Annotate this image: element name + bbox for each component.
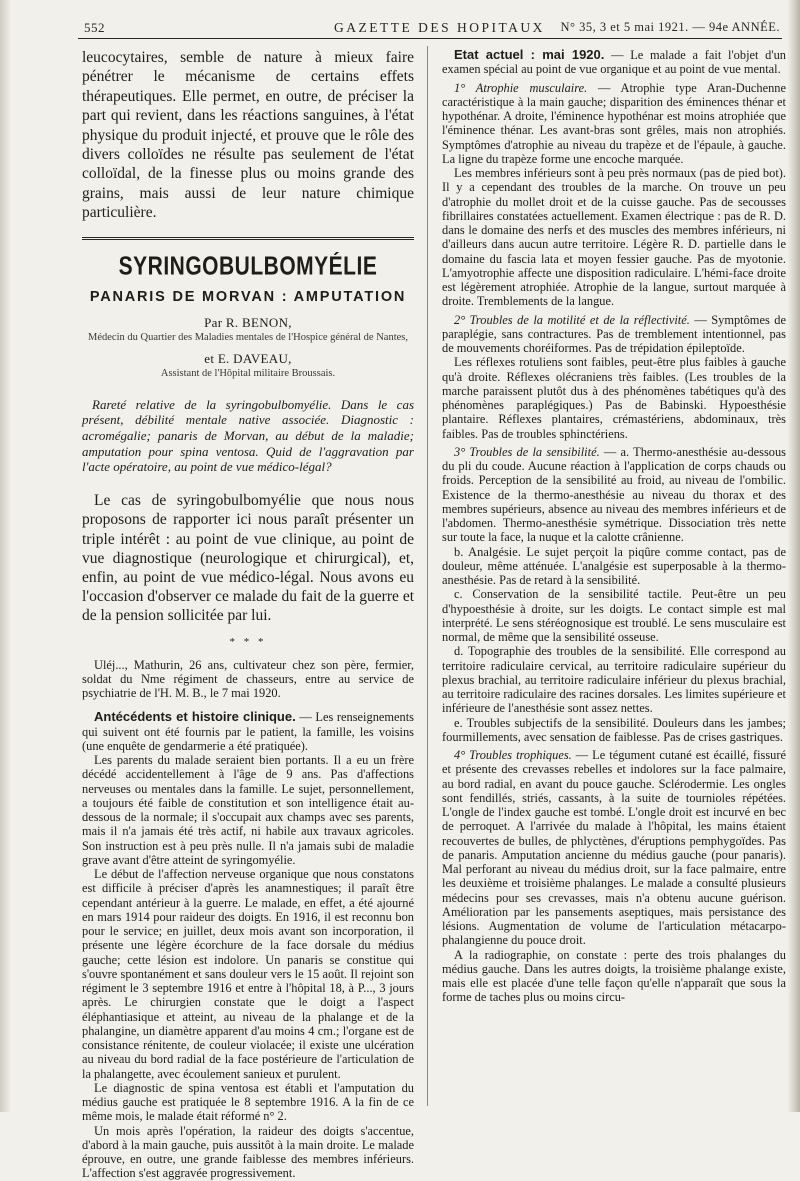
lower-limbs-paragraph: Les membres inférieurs sont à peu près normaux (pas de pied bot). Il y a cependant des troubles de la marche. On trouve un peu d'atrophie du mollet droit et de la cuisse gauche. Pas de secousses fibrillaires constatées actuellement. Examen électrique : pas de R. D. dans le domaine des nerfs et des muscles des membres inférieurs, ni d'ailleurs dans aucun autre territoire. Légère R. D. partielle dans le domaine du fascia lata et moyen fessier gauche. Pas de myotonie. L'amyotrophie affecte une disposition radiculaire. L'hémi-face droite est légèrement atrophiée. Atrophie de la langue, surtout marquée à droite. Tremblements de la langue.	[442, 166, 786, 309]
diagnostic-paragraph: Le diagnostic de spina ventosa est établi et l'amputation du médius gauche est pratiquée le 8 septembre 1916. A la fin de ce même mois, le malade était réformé n° 2.	[82, 1080, 414, 1124]
antecedents-paragraph	[82, 710, 414, 753]
subjective-paragraph: e. Troubles subjectifs de la sensibilité. Douleurs dans les jambes; fourmillements, avec sensation de faiblesse. Pas de crises gastriques.	[442, 715, 786, 744]
issue-line: N° 35, 3 et 5 mai 1921. — 94e ANNÉE.	[560, 20, 780, 34]
etat-paragraph	[442, 48, 786, 77]
debut-paragraph: Le début de l'affection nerveuse organique que nous constatons est difficile à préciser d'après les anamnestiques; il paraît être cependant antérieur à la guerre. Le malade, en effet, a été ajourné en mars 1914 pour raideur des doigts. En 1916, il est reconnu bon pour le service; en juillet, deux mois avant son incorporation, il présente une légère écorchure de la face dorsale du médius gauche; cette lésion est indolore. Un panaris se constitue qui s'ouvre spontanément et sans douleur vers le 15 août. Il rejoint son régiment le 3 septembre 1916 et entre à l'hôpital 18, à P..., 3 jours après. Le chirurgien constate que le doigt a l'aspect éléphantiasique et atteint, au niveau de la phalange et de la phalangine, un diamètre apparent d'au moins 4 cm.; l'organe est de consistance rénitente, de couleur violacée; il existe une ulcération au niveau du bord radial de la face postérieure de l'articulation de la phalangette, avec écoulement sanieux et purulent.	[82, 867, 414, 1081]
motility-paragraph	[442, 313, 786, 356]
motility-label: 2° Troubles de la motilité et de la réflectivité.	[454, 312, 690, 327]
antecedents-heading: Antécédents et histoire clinique.	[94, 709, 296, 725]
article-separator	[82, 237, 414, 243]
atrophy-label: 1° Atrophie musculaire.	[454, 80, 588, 95]
antecedents-text: — Les renseignements qui suivent ont été fournis par le patient, la famille, les voisins (une enquête de gendarmerie a été pratiquée).	[82, 710, 414, 753]
article-subtitle: PANARIS DE MORVAN : AMPUTATION	[89, 288, 407, 305]
case-intro: Uléj..., Mathurin, 26 ans, cultivateur chez son père, fermier, soldat du Nme régiment de chasseurs, entre au service de psychiatrie de l'H. M. B., le 7 mai 1920.	[82, 657, 414, 701]
right-column	[442, 48, 786, 1005]
journal-title: GAZETTE DES HOPITAUX	[334, 20, 545, 35]
trophic-text: — Le tégument cutané est écaillé, fissuré et présente des crevasses rebelles et indolores sur la face palmaire, au bord radial, en avant du pouce gauche. Sclérodermie. Les ongles sont fendillés, striés, cassants, à la suite de tournioles répétées. L'ongle de l'index gauche est tombé. L'ongle droit est incurvé en bec de perroquet. A l'arrivée du malade à l'hôpital, les mains étaient recouvertes de bulles, de phlyctènes, d'éruptions pemphygoïdes. Pas de panaris. Amputation ancienne du médius gauche (pour panaris). Mal perforant au niveau du médius droit, sur la face palmaire, entre les deuxième et troisième phalanges. Le malade a consulté plusieurs médecins pour ses crevasses, mais n'a obtenu aucune guérison. Amélioration par les pansements aseptiques, mais persistance des lésions. Augmentation de volume de l'articulation métacarpo-phalangienne du pouce droit.	[442, 748, 786, 948]
sensibility-label: 3° Troubles de la sensibilité.	[454, 444, 600, 459]
etat-heading: Etat actuel : mai 1920.	[454, 47, 605, 62]
author-2: et E. DAVEAU,	[204, 350, 292, 366]
analgesia-paragraph: b. Analgésie. Le sujet perçoit la piqûre comme contact, pas de douleur, même atténuée. L'analgésie est superposable à la thermo-anesthésie. Pas de retard à la sensibilité.	[442, 544, 786, 587]
tactile-paragraph: c. Conservation de la sensibilité tactile. Peut-être un peu d'hypoesthésie à droite, sur les doigts. Le contact simple est mal interprété. Le sens stéréognosique est troublé. Le sens musculaire est normal, de même que la sensibilité osseuse.	[442, 587, 786, 644]
etat-text: — Le malade a fait l'objet d'un examen spécial au point de vue organique et au point de vue mental.	[442, 48, 786, 77]
section-stars: * * *	[229, 635, 267, 648]
atrophy-paragraph	[442, 81, 786, 167]
reflexes-paragraph: Les réflexes rotuliens sont faibles, peut-être plus faibles à gauche qu'à droite. Réflexes olécraniens très faibles. (Les troubles de la marche paraissent plutôt dus à des phénomènes tabétiques qu'à des phénomènes paraplégiques.) Pas de Babinski. Hypoesthésie plantaire. Réflexes plantaires, crémastériens, abdominaux, très faibles. Pas de troubles sphinctériens.	[442, 355, 786, 441]
author-1: Par R. BENON,	[204, 314, 292, 330]
sensibility-paragraph	[442, 445, 786, 545]
continued-paragraph: leucocytaires, semble de nature à mieux faire pénétrer le mécanisme de certains effets thérapeutiques. Elle permet, en outre, de préciser la part qui revient, dans les réactions sanguines, à l'état physique du produit injecté, et prouve que le rôle des divers colloïdes ne résulte pas seulement de l'état colloïdal, de la finesse plus ou moins grande des grains, mais aussi de leur nature chimique particulière.	[82, 49, 414, 222]
left-column	[82, 48, 414, 1181]
introduction: Le cas de syringobulbomyélie que nous nous proposons de rapporter ici nous paraît présenter un triple intérêt : au point de vue clinique, au point de vue diagnostique (neurologique et chirurgical), et, enfin, au point de vue médico-légal. Nous avons eu l'occasion d'observer ce malade du fait de la guerre et de la pension sollicitée par lui.	[82, 492, 414, 625]
motility-text: — Symptômes de paraplégie, sans contractures. Pas de tremblement intentionnel, pas de mouvements choréiformes. Pas de trépidation épileptoïde.	[442, 312, 786, 355]
header-rule	[78, 38, 782, 40]
page-spine	[0, 0, 10, 1112]
postop-paragraph: Un mois après l'opération, la raideur des doigts s'accentue, d'abord à la main gauche, puis aussitôt à la main droite. Le malade éprouve, en outre, une grande faiblesse des membres inférieurs. L'affection s'est aggravée progressivement.	[82, 1123, 414, 1181]
page-edge	[788, 0, 800, 1112]
abstract: Rareté relative de la syringobulbomyélie. Dans le cas présent, débilité mentale native associée. Diagnostic : acromégalie; panaris de Morvan, au début de la maladie; amputation pour spina ventosa. Quid de l'aggravation par l'acte opératoire, au point de vue médico-légal?	[82, 396, 414, 475]
trophic-label: 4° Troubles trophiques.	[454, 748, 572, 762]
trophic-paragraph	[442, 748, 786, 948]
running-header	[72, 14, 784, 40]
parents-paragraph: Les parents du malade seraient bien portants. Il a eu un frère décédé accidentellement à l'âge de 9 ans. Pas d'affections nerveuses ou mentales dans la famille. Le sujet, personnellement, a toujours été faible de constitution et son intelligence était au-dessous de la normale; il s'occupait aux champs avec ses parents, mais il n'a jamais été très actif, ni habile aux travaux agricoles. Son instruction est à peu près nulle. Il n'a jamais subi de maladie grave avant d'être atteint de syringomyélie.	[82, 753, 414, 867]
atrophy-text: — Atrophie type Aran-Duchenne caractéristique à la main gauche; disparition des éminences thénar et hypothénar. A droite, l'éminence hypothénar est moins atrophiée que l'éminence thénar. Les avant-bras sont grêles, mais non atrophiés. Symptômes d'atrophie au niveau du trapèze et de l'épaule, à gauche. La ligne du trapèze forme une encoche marquée.	[442, 80, 786, 166]
page-number: 552	[84, 20, 105, 35]
article-title: SYRINGOBULBOMYÉLIE	[118, 251, 378, 281]
affiliation-1: Médecin du Quartier des Maladies mentales de l'Hospice général de Nantes,	[88, 331, 408, 343]
topography-paragraph: d. Topographie des troubles de la sensibilité. Elle correspond au territoire radiculaire cervical, au territoire radiculaire supérieur du plexus brachial, au territoire radiculaire inférieur du plexus brachial, au territoire radiculaire des racines dorsales. Les limites supérieure et inférieure de l'anesthésie sont assez nettes.	[442, 644, 786, 716]
sensibility-text: — a. Thermo-anesthésie au-dessous du pli du coude. Aucune réaction à l'application de corps chauds ou froids. Perception de la sensibilité au froid, au niveau de l'ombilic. Existence de la thermo-anesthésie au niveau du thorax et des membres supérieurs, absence au niveau des membres inférieurs et de l'abdomen. Thermo-anesthésie symétrique. Dissociation très nette sur toute la face, la nuque et la calotte crânienne.	[442, 444, 786, 545]
column-separator	[427, 46, 428, 1106]
radiography-paragraph: A la radiographie, on constate : perte des trois phalanges du médius gauche. Dans les autres doigts, la troisième phalange existe, mais elle est placée d'une telle façon qu'elle n'apparaît que sous la forme de taches plus ou moins circu-	[442, 947, 786, 1005]
affiliation-2: Assistant de l'Hôpital militaire Broussais.	[160, 367, 336, 379]
